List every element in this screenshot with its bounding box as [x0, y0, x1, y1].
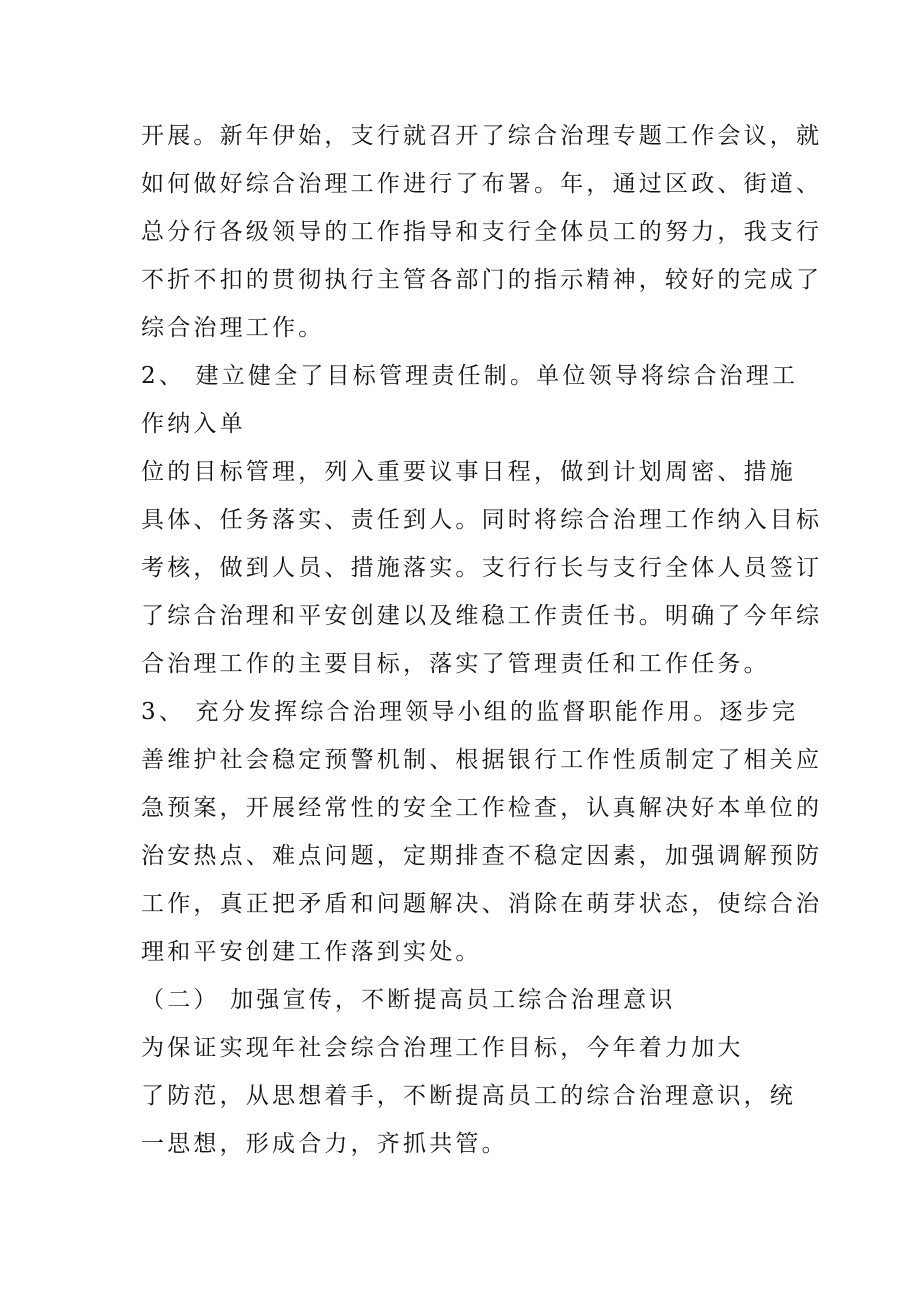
text-line: 工作，真正把矛盾和问题解决、消除在萌芽状态，使综合治 — [141, 891, 823, 917]
text-line: 了综合治理和平安创建以及维稳工作责任书。明确了今年综 — [141, 603, 823, 629]
numbered-paragraph-2: 2、 建立健全了目标管理责任制。单位领导将综合治理工 — [141, 363, 799, 389]
text-line: 善维护社会稳定预警机制、根据银行工作性质制定了相关应 — [141, 747, 823, 773]
text-line: 治安热点、难点问题，定期排查不稳定因素，加强调解预防 — [141, 843, 823, 869]
text-line: 作纳入单 — [141, 411, 246, 437]
text-line: 考核，做到人员、措施落实。支行行长与支行全体人员签订 — [141, 555, 823, 581]
section-heading: （二） 加强宣传，不断提高员工综合治理意识 — [141, 987, 676, 1013]
text-line: 开展。新年伊始，支行就召开了综合治理专题工作会议，就 — [141, 123, 823, 149]
text-line: 了防范，从思想着手，不断提高员工的综合治理意识，统 — [141, 1083, 796, 1109]
text-line: 位的目标管理，列入重要议事日程，做到计划周密、措施 — [141, 459, 796, 485]
text-line: 一思想，形成合力，齐抓共管。 — [141, 1131, 508, 1157]
text-line: 为保证实现年社会综合治理工作目标，今年着力加大 — [141, 1035, 744, 1061]
text-line: 合治理工作的主要目标，落实了管理责任和工作任务。 — [141, 651, 770, 677]
numbered-paragraph-3: 3、 充分发挥综合治理领导小组的监督职能作用。逐步完 — [141, 699, 799, 725]
text-line: 理和平安创建工作落到实处。 — [141, 939, 482, 965]
text-line: 综合治理工作。 — [141, 315, 325, 341]
text-line: 具体、任务落实、责任到人。同时将综合治理工作纳入目标 — [141, 507, 823, 533]
text-line: 总分行各级领导的工作指导和支行全体员工的努力，我支行 — [141, 219, 823, 245]
text-line: 不折不扣的贯彻执行主管各部门的指示精神，较好的完成了 — [141, 267, 823, 293]
text-line: 如何做好综合治理工作进行了布署。年，通过区政、街道、 — [141, 171, 823, 197]
text-line: 急预案，开展经常性的安全工作检查，认真解决好本单位的 — [141, 795, 823, 821]
